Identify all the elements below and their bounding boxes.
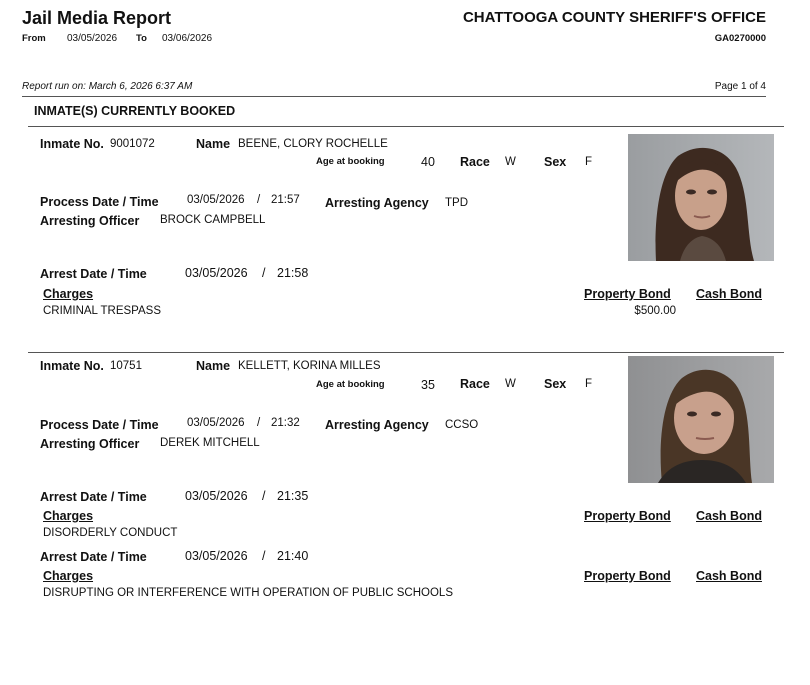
cash-bond-header: Cash Bond [696,509,762,523]
arrest-slash: / [262,489,266,503]
section-title: INMATE(S) CURRENTLY BOOKED [34,104,236,118]
property-bond-amount: $500.00 [634,305,676,317]
name-label: Name [196,137,231,151]
charges-header: Charges [43,509,94,523]
booking-photo [628,356,774,483]
sex-label: Sex [544,377,567,391]
from-date: 03/05/2026 [67,33,118,44]
process-time: 21:32 [271,417,300,429]
arresting-officer: BROCK CAMPBELL [160,214,266,226]
property-bond-header: Property Bond [584,287,671,301]
process-slash: / [257,194,261,206]
sex-value: F [585,378,593,390]
inmate-name: KELLETT, KORINA MILLES [238,360,381,372]
charge-description: DISORDERLY CONDUCT [43,527,178,539]
arrest-time: 21:35 [277,489,309,503]
arresting-officer-label: Arresting Officer [40,214,140,228]
arrest-date: 03/05/2026 [185,489,248,503]
arresting-agency-label: Arresting Agency [325,418,429,432]
page-number: Page 1 of 4 [714,81,766,92]
arrest-date: 03/05/2026 [185,549,248,563]
age-label: Age at booking [316,379,385,390]
arresting-agency: CCSO [445,419,479,431]
record-divider [28,352,784,353]
arrest-slash: / [262,549,266,563]
inmate-no-label: Inmate No. [40,359,104,373]
process-date: 03/05/2026 [187,417,245,429]
process-time: 21:57 [271,194,300,206]
process-dt-label: Process Date / Time [40,195,159,209]
ori-number: GA0270000 [714,33,766,44]
sex-label: Sex [544,155,567,169]
charge-description: CRIMINAL TRESPASS [43,305,162,317]
race-label: Race [460,155,490,169]
report-title: Jail Media Report [22,8,172,28]
arresting-agency-label: Arresting Agency [325,196,429,210]
from-label: From [22,33,46,44]
to-date: 03/06/2026 [162,33,213,44]
report-run-on: Report run on: March 6, 2026 6:37 AM [22,81,193,92]
section-divider [28,126,784,127]
cash-bond-header: Cash Bond [696,287,762,301]
arrest-time: 21:40 [277,549,309,563]
arrest-dt-label: Arrest Date / Time [40,550,147,564]
property-bond-header: Property Bond [584,569,671,583]
arrest-time: 21:58 [277,266,309,280]
property-bond-header: Property Bond [584,509,671,523]
age-label: Age at booking [316,156,385,167]
race-value: W [505,378,516,390]
inmate-no: 10751 [110,360,142,372]
to-label: To [136,33,147,44]
agency-name: CHATTOOGA COUNTY SHERIFF'S OFFICE [462,9,766,26]
arresting-agency: TPD [445,197,468,209]
age-value: 35 [421,378,435,392]
arrest-dt-label: Arrest Date / Time [40,490,147,504]
charge-description: DISRUPTING OR INTERFERENCE WITH OPERATION OF PUBLIC SCHOOLS [43,587,453,599]
arrest-slash: / [262,266,266,280]
inmate-name: BEENE, CLORY ROCHELLE [238,138,388,150]
process-dt-label: Process Date / Time [40,418,159,432]
race-value: W [505,156,516,168]
process-slash: / [257,417,261,429]
age-value: 40 [421,155,435,169]
arrest-dt-label: Arrest Date / Time [40,267,147,281]
arresting-officer-label: Arresting Officer [40,437,140,451]
arrest-date: 03/05/2026 [185,266,248,280]
race-label: Race [460,377,490,391]
inmate-no-label: Inmate No. [40,137,104,151]
header-divider [22,96,766,97]
name-label: Name [196,359,231,373]
cash-bond-header: Cash Bond [696,569,762,583]
charges-header: Charges [43,569,94,583]
process-date: 03/05/2026 [187,194,245,206]
sex-value: F [585,156,593,168]
booking-photo [628,134,774,261]
inmate-no: 9001072 [110,138,155,150]
charges-header: Charges [43,287,94,301]
arresting-officer: DEREK MITCHELL [160,437,260,449]
